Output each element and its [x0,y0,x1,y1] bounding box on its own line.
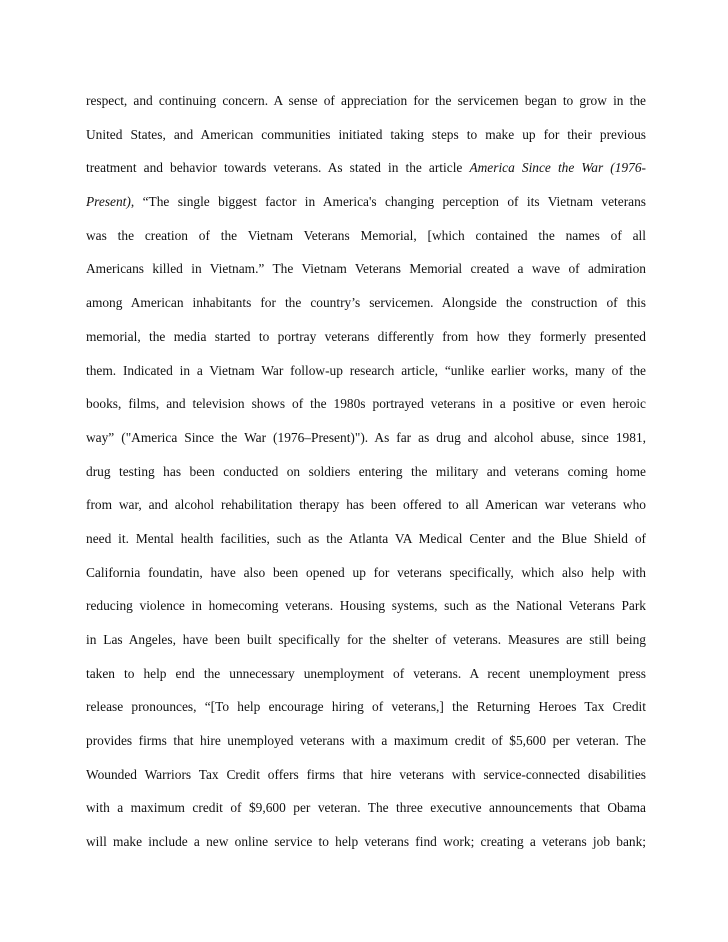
text-line: memorial, the media started to portray veterans differently from how they formerly presented [86,328,646,344]
text-line: Wounded Warriors Tax Credit offers firms that hire veterans with service-connected disabilities [86,766,646,782]
text-line: way” ("America Since the War (1976–Present)"). As far as drug and alcohol abuse, since 1981, [86,429,646,445]
text-line: Americans killed in Vietnam.” The Vietnam Veterans Memorial created a wave of admiration [86,261,646,277]
text-line: respect, and continuing concern. A sense of appreciation for the servicemen began to grow in the [86,93,646,108]
text-line: was the creation of the Vietnam Veterans Memorial, [which contained the names of all [86,227,646,243]
text-line [86,185,646,219]
text-line: drug testing has been conducted on soldiers entering the military and veterans coming home [86,463,646,479]
text-line: taken to help end the unnecessary unemployment of veterans. A recent unemployment press [86,665,646,681]
article-title-italic: Present) [86,194,131,210]
article-title-italic: America Since the War (1976- [469,160,646,176]
text-line: among American inhabitants for the country’s servicemen. Alongside the construction of this [86,295,646,311]
text-line: reducing violence in homecoming veterans. Housing systems, such as the National Veterans Park [86,598,646,614]
text-line: with a maximum credit of $9,600 per veteran. The three executive announcements that Obama [86,800,646,816]
text-line: need it. Mental health facilities, such as the Atlanta VA Medical Center and the Blue Shield of [86,530,646,546]
text-run: treatment and behavior towards veterans. As stated in the article [86,160,470,176]
body-paragraph [86,84,646,859]
text-line: from war, and alcohol rehabilitation therapy has been offered to all American war veterans who [86,497,646,513]
text-line: release pronounces, “[To help encourage hiring of veterans,] the Returning Heroes Tax Credit [86,699,646,715]
text-line: will make include a new online service to help veterans find work; creating a veterans job bank; [86,834,646,850]
text-line: provides firms that hire unemployed veterans with a maximum credit of $5,600 per veteran. The [86,733,646,749]
text-line: California foundatin, have also been opened up for veterans specifically, which also help with [86,564,646,580]
text-run: , “The single biggest factor in America's changing perception of its Vietnam veterans [130,194,646,210]
text-line: them. Indicated in a Vietnam War follow-up research article, “unlike earlier works, many of the [86,362,646,378]
text-line [86,151,646,185]
text-line: in Las Angeles, have been built specifically for the shelter of veterans. Measures are still being [86,632,646,647]
text-line: United States, and American communities initiated taking steps to make up for their previous [86,126,646,142]
text-line: books, films, and television shows of the 1980s portrayed veterans in a positive or even heroic [86,396,646,412]
